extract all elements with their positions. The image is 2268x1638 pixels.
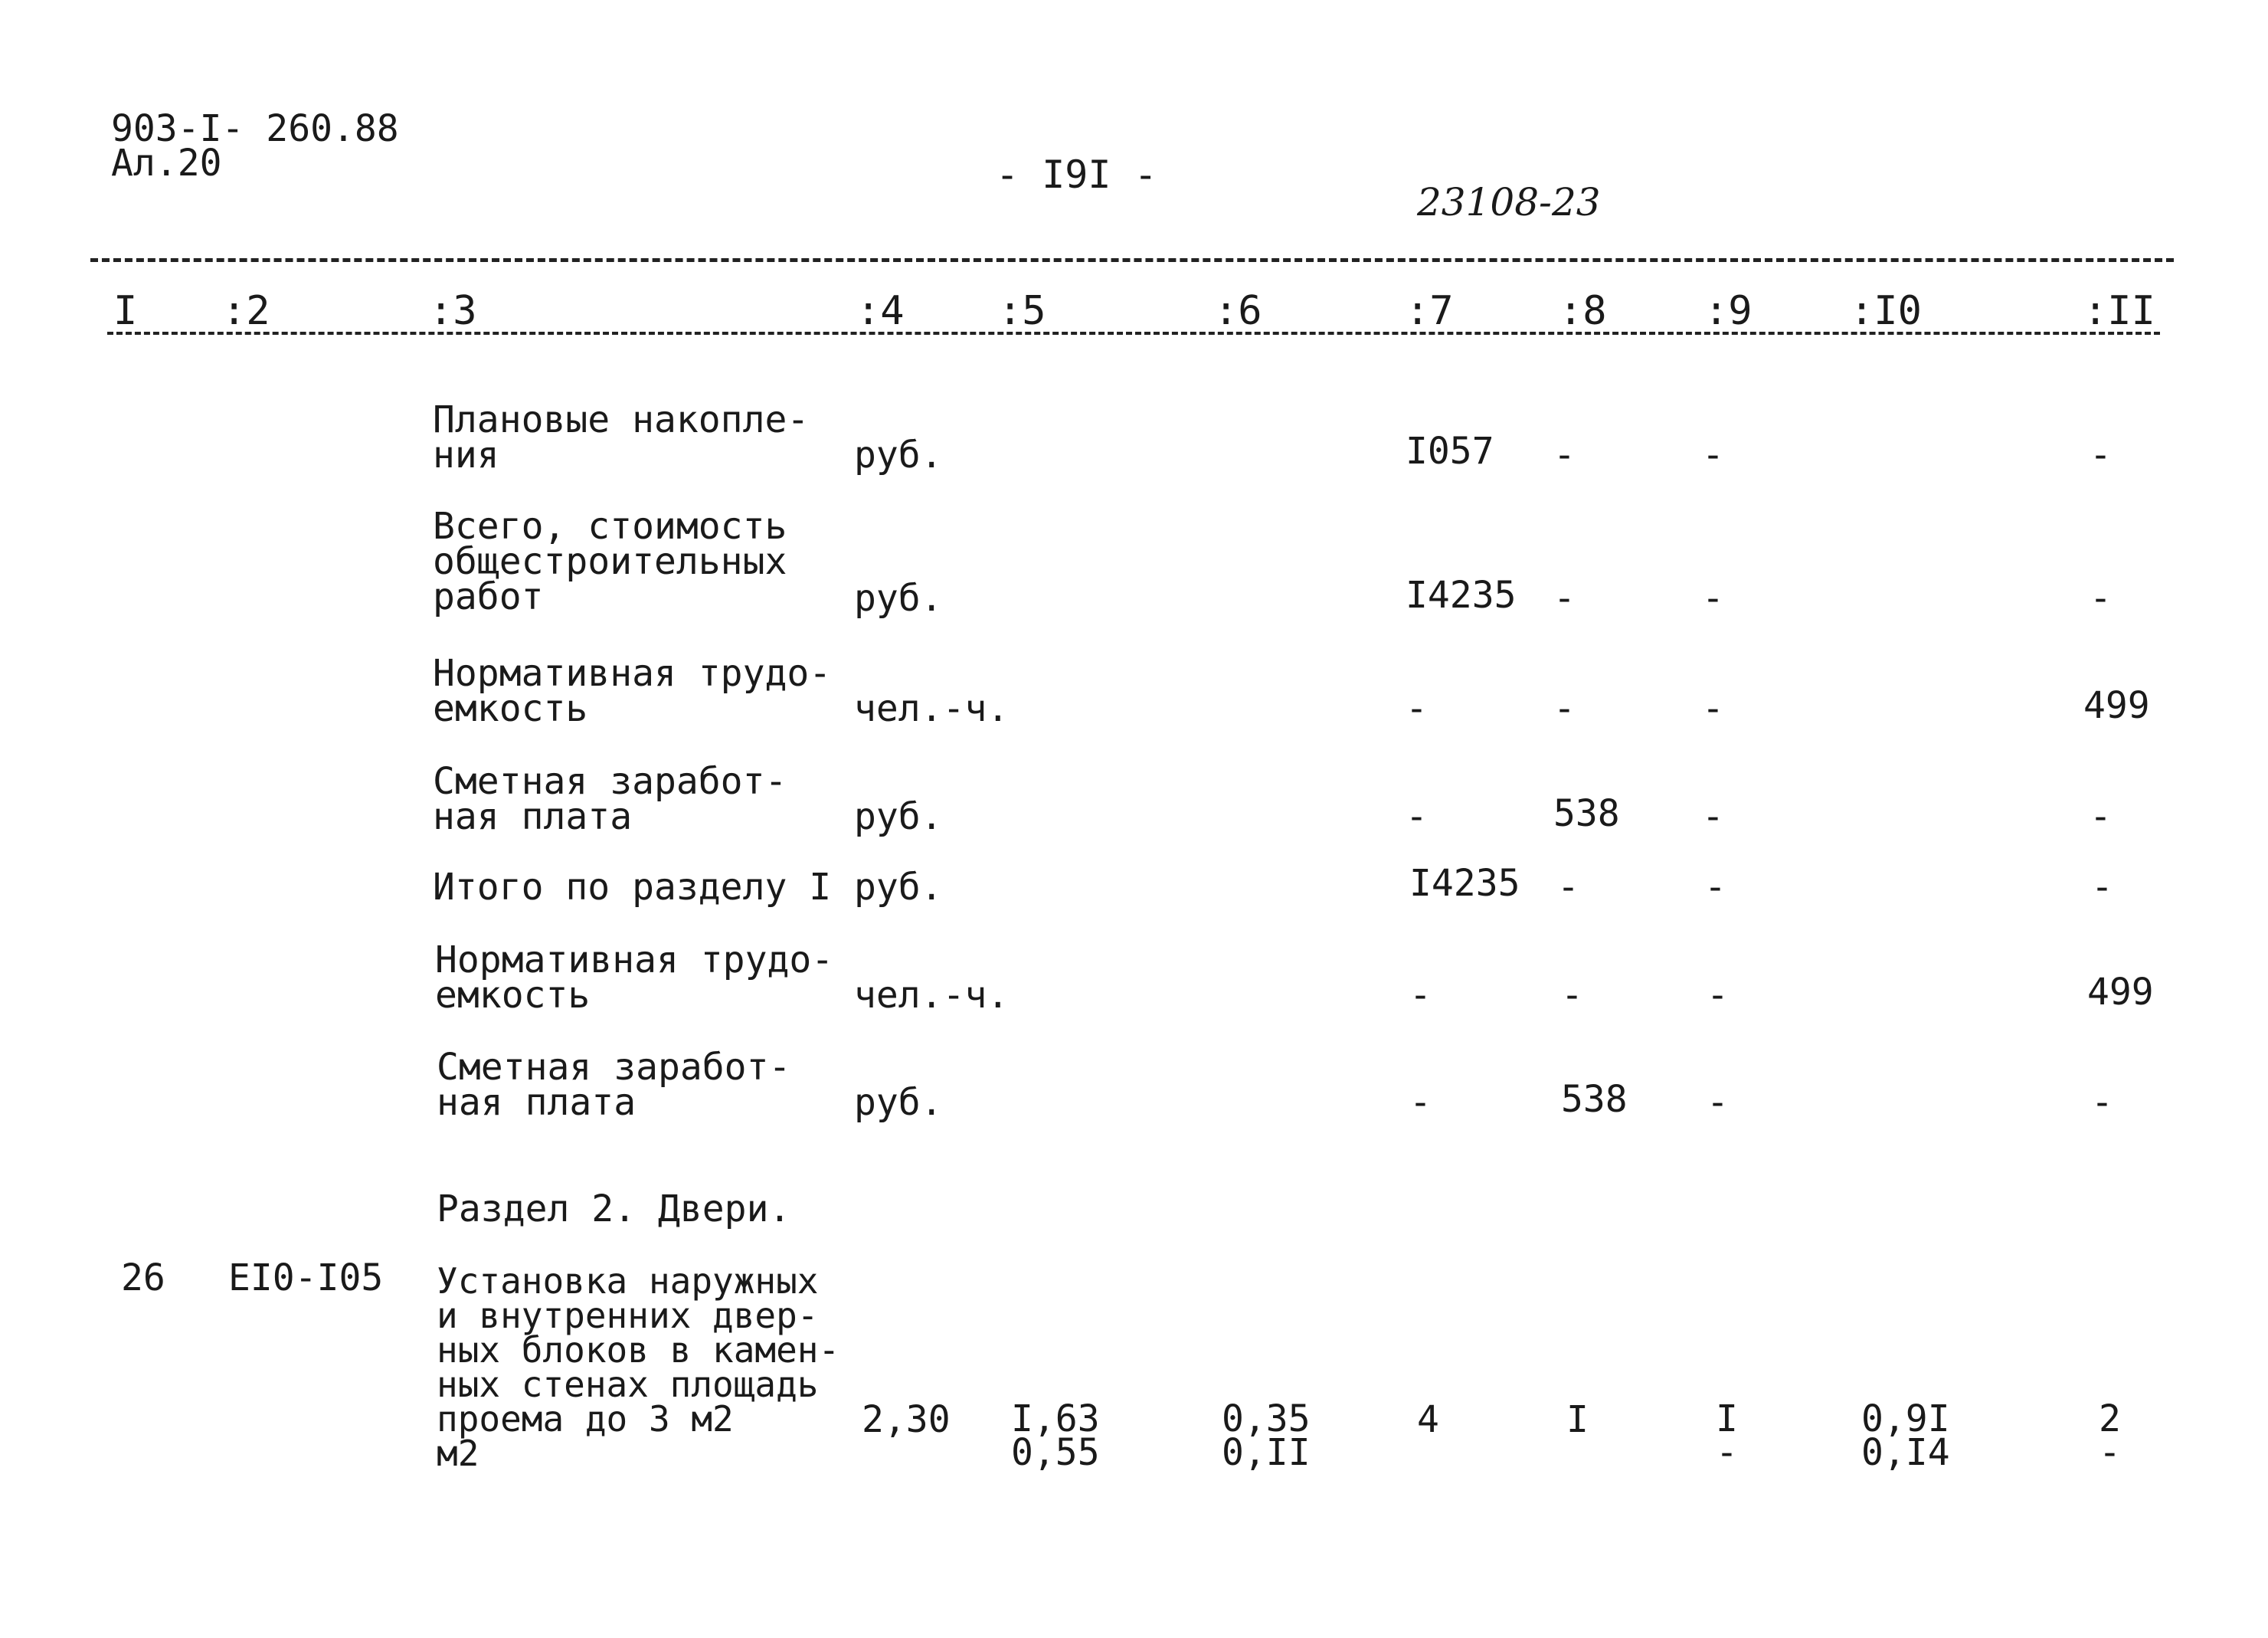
row-unit: руб.: [854, 577, 943, 620]
row-unit: чел.-ч.: [854, 974, 1010, 1017]
row-col11: -: [2091, 1081, 2113, 1124]
item-col8: I: [1566, 1398, 1589, 1441]
row-col7: -: [1406, 795, 1428, 838]
row-col11: -: [2091, 866, 2113, 909]
col-header-3: :3: [429, 288, 477, 334]
col-header-11: :II: [2083, 288, 2155, 334]
item-number: 26: [121, 1256, 165, 1299]
row-col11: -: [2090, 795, 2112, 838]
column-header-underline: [107, 332, 2160, 335]
row-description: Нормативная трудо- емкость: [435, 939, 834, 1017]
row-unit: руб.: [854, 434, 943, 477]
stamp-number: 23108-23: [1417, 180, 1601, 224]
row-col8: -: [1561, 974, 1583, 1017]
row-unit: чел.-ч.: [854, 687, 1010, 730]
header-divider: [90, 258, 2174, 262]
col-header-9: :9: [1704, 288, 1753, 334]
col-header-7: :7: [1406, 288, 1454, 334]
col-header-1: I: [113, 288, 138, 334]
row-col8: -: [1553, 434, 1576, 477]
item-col11: 2 -: [2099, 1397, 2121, 1474]
row-description: Плановые накопле- ния: [433, 398, 810, 477]
row-description: Сметная заработ- ная плата: [433, 760, 787, 838]
row-col7: -: [1409, 974, 1432, 1017]
item-col7: 4: [1417, 1398, 1439, 1441]
row-col9: -: [1702, 434, 1724, 477]
col-header-6: :6: [1214, 288, 1262, 334]
item-col6: 0,35 0,II: [1222, 1397, 1311, 1474]
item-code: EI0-I05: [228, 1256, 384, 1299]
row-col8: -: [1553, 577, 1576, 620]
row-col7: -: [1406, 687, 1428, 730]
row-col8: -: [1553, 687, 1576, 730]
row-col9: -: [1702, 795, 1724, 838]
row-col7: -: [1409, 1081, 1432, 1124]
row-col9: -: [1702, 687, 1724, 730]
row-col9: -: [1707, 974, 1729, 1017]
row-col7: I4235: [1406, 574, 1517, 617]
document-code: 903-I- 260.88: [111, 107, 399, 150]
item-col10: 0,9I 0,I4: [1861, 1397, 1950, 1474]
item-col5: I,63 0,55: [1011, 1397, 1100, 1474]
item-col4: 2,30: [862, 1398, 951, 1441]
row-description: Нормативная трудо- емкость: [433, 652, 832, 730]
row-col8: -: [1557, 866, 1579, 909]
row-unit: руб.: [854, 1081, 943, 1124]
col-header-4: :4: [856, 288, 905, 334]
row-col11: -: [2090, 577, 2112, 620]
sheet-number: Ал.20: [111, 142, 222, 185]
row-col8: 538: [1561, 1078, 1628, 1121]
row-col9: -: [1704, 866, 1726, 909]
row-col11: 499: [2083, 684, 2150, 727]
row-col9: -: [1702, 577, 1724, 620]
row-description: Всего, стоимость общестроительных работ: [433, 505, 787, 618]
row-col7: I057: [1406, 430, 1494, 473]
col-header-2: :2: [222, 288, 270, 334]
col-header-8: :8: [1559, 288, 1607, 334]
row-col9: -: [1707, 1081, 1729, 1124]
row-col8: 538: [1553, 792, 1620, 835]
item-description: Установка наружных и внутренних двер- ных блоков в камен- ных стенах площадь проема до 3 м2 м2: [437, 1260, 840, 1474]
row-col11: -: [2090, 434, 2112, 477]
section-title: Раздел 2. Двери.: [437, 1188, 791, 1230]
row-unit: руб.: [854, 795, 943, 838]
page-number: - I9I -: [996, 152, 1157, 197]
row-col7: I4235: [1409, 862, 1520, 905]
row-description: Сметная заработ- ная плата: [437, 1046, 791, 1124]
item-col9: I -: [1716, 1397, 1738, 1474]
row-unit: руб.: [854, 866, 943, 909]
row-description: Итого по разделу I: [433, 866, 832, 909]
row-col11: 499: [2087, 971, 2154, 1014]
col-header-10: :I0: [1850, 288, 1922, 334]
col-header-5: :5: [998, 288, 1046, 334]
